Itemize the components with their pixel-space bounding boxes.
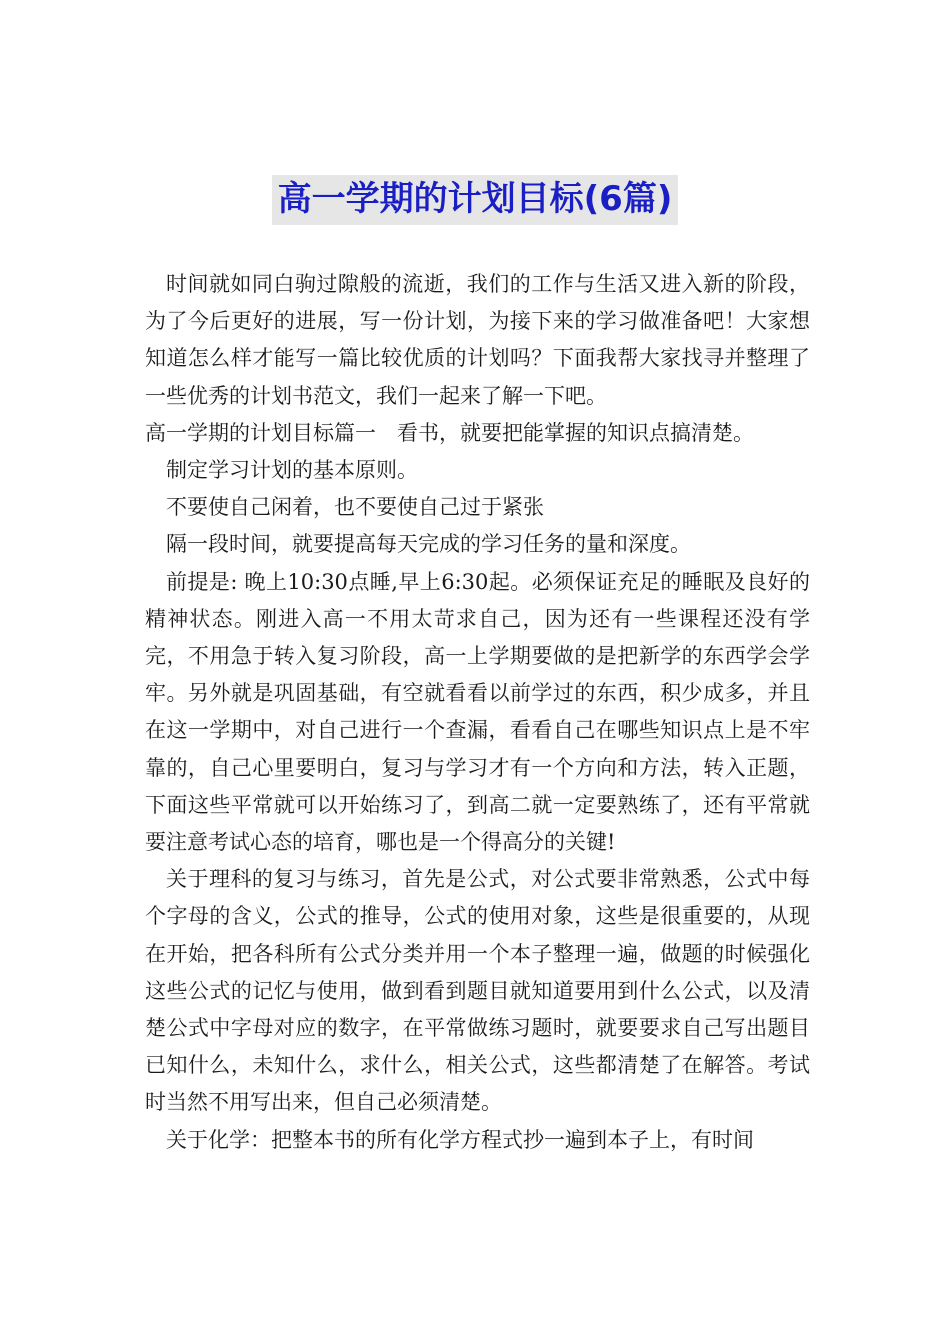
paragraph-science-review: 关于理科的复习与练习，首先是公式，对公式要非常熟悉，公式中每个字母的含义，公式的推导，公式的使用对象，这些是很重要的，从现在开始，把各科所有公式分类并用一个本子整理一遍，做题的时候强化这些公式的记忆与使用，做到看到题目就知道要用到什么公式，以及清楚公式中字母对应的数字，在平常做练习题时，就要要求自己写出题目已知什么，未知什么，求什么，相关公式，这些都清楚了在解答。考试时当然不用写出来，但自己必须清楚。: [145, 867, 810, 1115]
paragraph-chemistry: 关于化学：把整本书的所有化学方程式抄一遍到本子上，有时间: [166, 1127, 754, 1152]
paragraph-intro: 时间就如同白驹过隙般的流逝，我们的工作与生活又进入新的阶段，为了今后更好的进展，写一份计划，为接下来的学习做准备吧！大家想知道怎么样才能写一篇比较优质的计划吗？下面我帮大家找寻并整理了一些优秀的计划书范文，我们一起来了解一下吧。: [145, 272, 810, 408]
title-container: [0, 175, 950, 225]
paragraph-principles: 制定学习计划的基本原则。: [166, 458, 418, 483]
document-body: [145, 266, 810, 1159]
paragraph-section-heading: 高一学期的计划目标篇一 看书，就要把能掌握的知识点搞清楚。: [145, 420, 754, 445]
document-title: 高一学期的计划目标(6篇): [272, 175, 679, 225]
paragraph-premise: 前提是: 晚上10:30点睡,早上6:30起。必须保证充足的睡眠及良好的精神状态。刚进入高一不用太苛求自己，因为还有一些课程还没有学完，不用急于转入复习阶段，高一上学期要做的是把新学的东西学会学牢。另外就是巩固基础，有空就看看以前学过的东西，积少成多，并且在这一学期中，对自己进行一个查漏，看看自己在哪些知识点上是不牢靠的，自己心里要明白，复习与学习才有一个方向和方法，转入正题，下面这些平常就可以开始练习了，到高二就一定要熟练了，还有平常就要注意考试心态的培育，哪也是一个得高分的关键!: [145, 569, 810, 855]
paragraph-dont-idle: 不要使自己闲着，也不要使自己过于紧张: [166, 495, 544, 520]
paragraph-increase-tasks: 隔一段时间，就要提高每天完成的学习任务的量和深度。: [166, 532, 691, 557]
